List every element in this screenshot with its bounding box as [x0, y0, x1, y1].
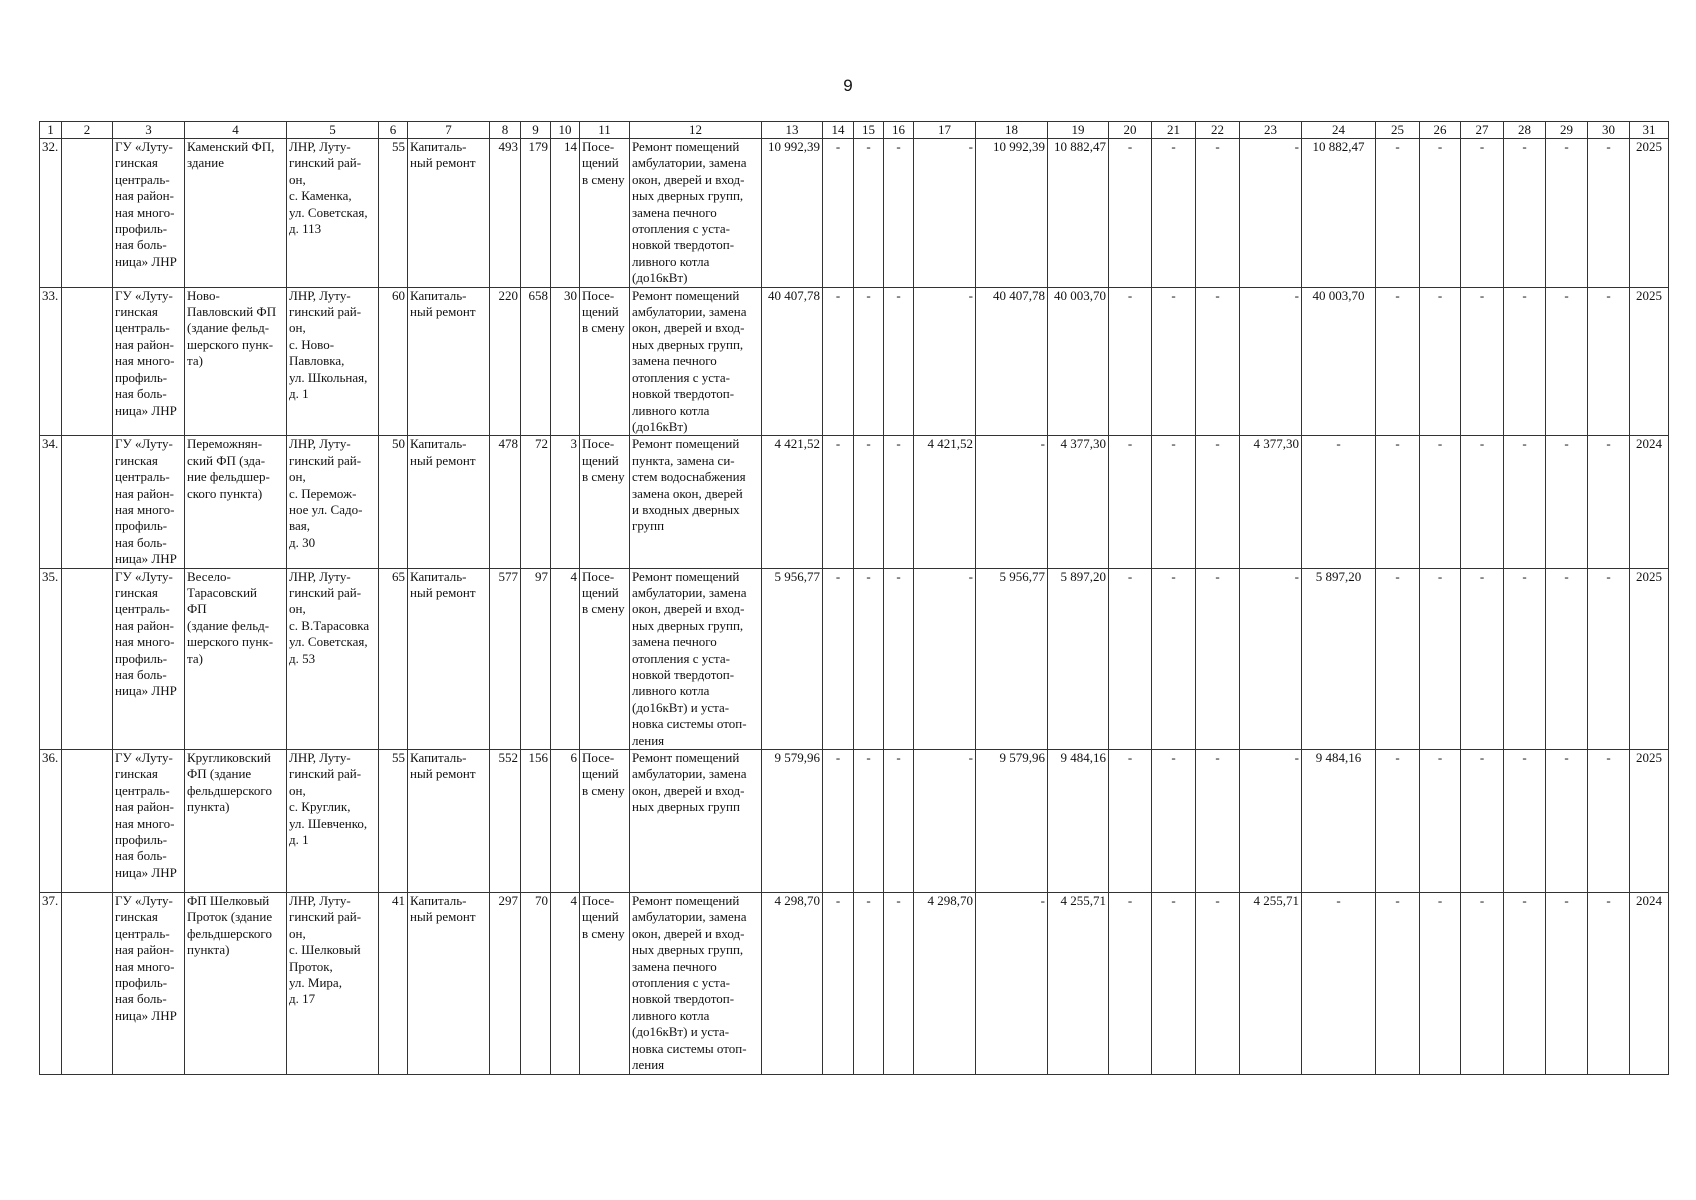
cell-col-12: Ремонт помещений амбулатории, замена окон, дверей и вход- ных дверных групп: [630, 750, 762, 893]
column-header-15: 15: [854, 122, 884, 139]
cell-col-24: 9 484,16: [1302, 750, 1376, 893]
cell-col-25: -: [1376, 568, 1420, 749]
cell-col-16: -: [884, 287, 914, 436]
cell-col-20: -: [1109, 287, 1152, 436]
column-header-13: 13: [762, 122, 823, 139]
investment-table: [39, 121, 1669, 1075]
table-row: [40, 750, 1669, 893]
cell-col-10: 3: [551, 436, 580, 568]
column-header-7: 7: [408, 122, 490, 139]
cell-col-24: 10 882,47: [1302, 139, 1376, 288]
column-header-11: 11: [580, 122, 630, 139]
cell-col-23: 4 377,30: [1240, 436, 1302, 568]
cell-col-5: ЛНР, Луту- гинский рай- он, с. В.Тарасовка ул. Советская, д. 53: [287, 568, 379, 749]
cell-col-14: -: [823, 139, 854, 288]
cell-col-17: -: [914, 568, 976, 749]
column-header-29: 29: [1546, 122, 1588, 139]
cell-col-4: Весело- Тарасовский ФП (здание фельд- шерского пунк- та): [185, 568, 287, 749]
column-header-4: 4: [185, 122, 287, 139]
cell-col-16: -: [884, 436, 914, 568]
cell-col-12: Ремонт помещений амбулатории, замена окон, дверей и вход- ных дверных групп, замена печного отопления с уста- новкой твердотоп- ливного котла (до16кВт): [630, 287, 762, 436]
column-header-5: 5: [287, 122, 379, 139]
cell-col-19: 4 377,30: [1048, 436, 1109, 568]
cell-col-28: -: [1504, 893, 1546, 1074]
table-row: [40, 893, 1669, 1074]
cell-col-3: ГУ «Луту- гинская централь- ная район- ная много- профиль- ная боль- ница» ЛНР: [113, 568, 185, 749]
cell-col-13: 5 956,77: [762, 568, 823, 749]
cell-col-13: 4 421,52: [762, 436, 823, 568]
cell-col-17: -: [914, 750, 976, 893]
cell-col-31: 2025: [1630, 750, 1669, 893]
cell-col-15: -: [854, 287, 884, 436]
column-header-17: 17: [914, 122, 976, 139]
cell-col-17: -: [914, 139, 976, 288]
cell-col-29: -: [1546, 893, 1588, 1074]
cell-col-26: -: [1420, 287, 1461, 436]
column-header-26: 26: [1420, 122, 1461, 139]
cell-col-9: 179: [521, 139, 551, 288]
cell-col-6: 50: [379, 436, 408, 568]
cell-col-28: -: [1504, 568, 1546, 749]
column-header-30: 30: [1588, 122, 1630, 139]
cell-col-21: -: [1152, 568, 1196, 749]
cell-col-23: -: [1240, 750, 1302, 893]
column-header-31: 31: [1630, 122, 1669, 139]
cell-col-25: -: [1376, 139, 1420, 288]
cell-col-12: Ремонт помещений пункта, замена си- стем водоснабжения замена окон, дверей и входных дверных групп: [630, 436, 762, 568]
cell-col-28: -: [1504, 750, 1546, 893]
cell-col-13: 10 992,39: [762, 139, 823, 288]
cell-col-26: -: [1420, 568, 1461, 749]
cell-col-2: [62, 287, 113, 436]
column-header-8: 8: [490, 122, 521, 139]
cell-col-15: -: [854, 139, 884, 288]
cell-col-10: 4: [551, 893, 580, 1074]
cell-col-31: 2025: [1630, 139, 1669, 288]
cell-col-19: 9 484,16: [1048, 750, 1109, 893]
cell-col-23: -: [1240, 139, 1302, 288]
cell-col-25: -: [1376, 750, 1420, 893]
table-row: [40, 436, 1669, 568]
cell-col-14: -: [823, 287, 854, 436]
cell-col-3: ГУ «Луту- гинская централь- ная район- ная много- профиль- ная боль- ница» ЛНР: [113, 139, 185, 288]
cell-col-5: ЛНР, Луту- гинский рай- он, с. Перемож- ное ул. Садо- вая, д. 30: [287, 436, 379, 568]
cell-col-25: -: [1376, 893, 1420, 1074]
cell-col-13: 40 407,78: [762, 287, 823, 436]
cell-col-29: -: [1546, 436, 1588, 568]
cell-col-6: 60: [379, 287, 408, 436]
cell-col-21: -: [1152, 436, 1196, 568]
cell-col-8: 478: [490, 436, 521, 568]
column-header-9: 9: [521, 122, 551, 139]
cell-col-8: 577: [490, 568, 521, 749]
cell-col-22: -: [1196, 139, 1240, 288]
cell-col-10: 6: [551, 750, 580, 893]
cell-col-21: -: [1152, 893, 1196, 1074]
column-header-23: 23: [1240, 122, 1302, 139]
column-header-25: 25: [1376, 122, 1420, 139]
cell-col-20: -: [1109, 139, 1152, 288]
cell-col-12: Ремонт помещений амбулатории, замена окон, дверей и вход- ных дверных групп, замена печного отопления с уста- новкой твердотоп- ливного котла (до16кВт): [630, 139, 762, 288]
table-row: [40, 568, 1669, 749]
cell-col-9: 658: [521, 287, 551, 436]
cell-col-3: ГУ «Луту- гинская централь- ная район- ная много- профиль- ная боль- ница» ЛНР: [113, 287, 185, 436]
cell-col-1: 37.: [40, 893, 62, 1074]
cell-col-15: -: [854, 893, 884, 1074]
cell-col-31: 2024: [1630, 436, 1669, 568]
cell-col-11: Посе- щений в смену: [580, 750, 630, 893]
cell-col-17: -: [914, 287, 976, 436]
cell-col-23: -: [1240, 287, 1302, 436]
column-header-28: 28: [1504, 122, 1546, 139]
cell-col-24: -: [1302, 436, 1376, 568]
cell-col-30: -: [1588, 287, 1630, 436]
cell-col-2: [62, 750, 113, 893]
cell-col-17: 4 421,52: [914, 436, 976, 568]
cell-col-14: -: [823, 568, 854, 749]
cell-col-31: 2024: [1630, 893, 1669, 1074]
cell-col-1: 32.: [40, 139, 62, 288]
cell-col-29: -: [1546, 568, 1588, 749]
cell-col-22: -: [1196, 893, 1240, 1074]
cell-col-27: -: [1461, 287, 1504, 436]
cell-col-23: -: [1240, 568, 1302, 749]
cell-col-31: 2025: [1630, 287, 1669, 436]
column-header-1: 1: [40, 122, 62, 139]
cell-col-24: -: [1302, 893, 1376, 1074]
cell-col-6: 55: [379, 139, 408, 288]
cell-col-21: -: [1152, 750, 1196, 893]
column-header-14: 14: [823, 122, 854, 139]
cell-col-16: -: [884, 893, 914, 1074]
column-header-24: 24: [1302, 122, 1376, 139]
cell-col-7: Капиталь- ный ремонт: [408, 893, 490, 1074]
cell-col-30: -: [1588, 568, 1630, 749]
cell-col-2: [62, 139, 113, 288]
cell-col-23: 4 255,71: [1240, 893, 1302, 1074]
cell-col-30: -: [1588, 893, 1630, 1074]
cell-col-9: 70: [521, 893, 551, 1074]
cell-col-14: -: [823, 750, 854, 893]
cell-col-7: Капиталь- ный ремонт: [408, 568, 490, 749]
cell-col-2: [62, 568, 113, 749]
column-header-21: 21: [1152, 122, 1196, 139]
cell-col-8: 220: [490, 287, 521, 436]
cell-col-16: -: [884, 750, 914, 893]
column-header-10: 10: [551, 122, 580, 139]
cell-col-18: -: [976, 893, 1048, 1074]
cell-col-18: 10 992,39: [976, 139, 1048, 288]
cell-col-18: 9 579,96: [976, 750, 1048, 893]
cell-col-6: 55: [379, 750, 408, 893]
cell-col-2: [62, 436, 113, 568]
cell-col-7: Капиталь- ный ремонт: [408, 436, 490, 568]
cell-col-19: 5 897,20: [1048, 568, 1109, 749]
cell-col-4: Ново- Павловский ФП (здание фельд- шерского пунк- та): [185, 287, 287, 436]
cell-col-11: Посе- щений в смену: [580, 139, 630, 288]
cell-col-29: -: [1546, 287, 1588, 436]
cell-col-5: ЛНР, Луту- гинский рай- он, с. Ново- Павловка, ул. Школьная, д. 1: [287, 287, 379, 436]
cell-col-7: Капиталь- ный ремонт: [408, 750, 490, 893]
cell-col-30: -: [1588, 436, 1630, 568]
cell-col-10: 4: [551, 568, 580, 749]
table-row: [40, 287, 1669, 436]
cell-col-7: Капиталь- ный ремонт: [408, 139, 490, 288]
column-header-6: 6: [379, 122, 408, 139]
cell-col-20: -: [1109, 893, 1152, 1074]
cell-col-6: 41: [379, 893, 408, 1074]
cell-col-8: 552: [490, 750, 521, 893]
cell-col-14: -: [823, 893, 854, 1074]
cell-col-11: Посе- щений в смену: [580, 287, 630, 436]
cell-col-5: ЛНР, Луту- гинский рай- он, с. Каменка, ул. Советская, д. 113: [287, 139, 379, 288]
cell-col-25: -: [1376, 436, 1420, 568]
cell-col-1: 35.: [40, 568, 62, 749]
cell-col-4: Кругликовский ФП (здание фельдшерского пункта): [185, 750, 287, 893]
cell-col-5: ЛНР, Луту- гинский рай- он, с. Круглик, ул. Шевченко, д. 1: [287, 750, 379, 893]
cell-col-27: -: [1461, 139, 1504, 288]
column-header-27: 27: [1461, 122, 1504, 139]
cell-col-28: -: [1504, 436, 1546, 568]
cell-col-20: -: [1109, 750, 1152, 893]
column-header-3: 3: [113, 122, 185, 139]
cell-col-29: -: [1546, 750, 1588, 893]
column-header-19: 19: [1048, 122, 1109, 139]
cell-col-15: -: [854, 750, 884, 893]
cell-col-7: Капиталь- ный ремонт: [408, 287, 490, 436]
cell-col-30: -: [1588, 750, 1630, 893]
cell-col-30: -: [1588, 139, 1630, 288]
cell-col-27: -: [1461, 750, 1504, 893]
cell-col-13: 9 579,96: [762, 750, 823, 893]
cell-col-12: Ремонт помещений амбулатории, замена окон, дверей и вход- ных дверных групп, замена печного отопления с уста- новкой твердотоп- ливного котла (до16кВт) и уста- новка системы отоп- ления: [630, 893, 762, 1074]
cell-col-24: 5 897,20: [1302, 568, 1376, 749]
cell-col-8: 493: [490, 139, 521, 288]
cell-col-12: Ремонт помещений амбулатории, замена окон, дверей и вход- ных дверных групп, замена печного отопления с уста- новкой твердотоп- ливного котла (до16кВт) и уста- новка системы отоп- ления: [630, 568, 762, 749]
cell-col-19: 10 882,47: [1048, 139, 1109, 288]
cell-col-28: -: [1504, 287, 1546, 436]
cell-col-11: Посе- щений в смену: [580, 568, 630, 749]
cell-col-19: 40 003,70: [1048, 287, 1109, 436]
table-body: [40, 139, 1669, 1075]
cell-col-11: Посе- щений в смену: [580, 893, 630, 1074]
cell-col-10: 30: [551, 287, 580, 436]
cell-col-10: 14: [551, 139, 580, 288]
cell-col-8: 297: [490, 893, 521, 1074]
cell-col-3: ГУ «Луту- гинская централь- ная район- ная много- профиль- ная боль- ница» ЛНР: [113, 750, 185, 893]
cell-col-22: -: [1196, 568, 1240, 749]
cell-col-19: 4 255,71: [1048, 893, 1109, 1074]
cell-col-3: ГУ «Луту- гинская централь- ная район- ная много- профиль- ная боль- ница» ЛНР: [113, 893, 185, 1074]
cell-col-6: 65: [379, 568, 408, 749]
cell-col-22: -: [1196, 436, 1240, 568]
column-header-18: 18: [976, 122, 1048, 139]
cell-col-3: ГУ «Луту- гинская централь- ная район- ная много- профиль- ная боль- ница» ЛНР: [113, 436, 185, 568]
cell-col-18: 5 956,77: [976, 568, 1048, 749]
cell-col-9: 72: [521, 436, 551, 568]
cell-col-25: -: [1376, 287, 1420, 436]
column-header-20: 20: [1109, 122, 1152, 139]
cell-col-4: Переможнян- ский ФП (зда- ние фельдшер- ского пункта): [185, 436, 287, 568]
cell-col-1: 34.: [40, 436, 62, 568]
cell-col-27: -: [1461, 436, 1504, 568]
cell-col-22: -: [1196, 287, 1240, 436]
cell-col-9: 156: [521, 750, 551, 893]
cell-col-20: -: [1109, 436, 1152, 568]
cell-col-28: -: [1504, 139, 1546, 288]
cell-col-18: -: [976, 436, 1048, 568]
cell-col-29: -: [1546, 139, 1588, 288]
cell-col-27: -: [1461, 568, 1504, 749]
cell-col-9: 97: [521, 568, 551, 749]
cell-col-11: Посе- щений в смену: [580, 436, 630, 568]
cell-col-5: ЛНР, Луту- гинский рай- он, с. Шелковый Проток, ул. Мира, д. 17: [287, 893, 379, 1074]
cell-col-27: -: [1461, 893, 1504, 1074]
cell-col-31: 2025: [1630, 568, 1669, 749]
cell-col-1: 36.: [40, 750, 62, 893]
cell-col-17: 4 298,70: [914, 893, 976, 1074]
cell-col-14: -: [823, 436, 854, 568]
cell-col-26: -: [1420, 750, 1461, 893]
cell-col-26: -: [1420, 893, 1461, 1074]
cell-col-13: 4 298,70: [762, 893, 823, 1074]
column-header-22: 22: [1196, 122, 1240, 139]
cell-col-21: -: [1152, 139, 1196, 288]
column-header-16: 16: [884, 122, 914, 139]
cell-col-24: 40 003,70: [1302, 287, 1376, 436]
cell-col-20: -: [1109, 568, 1152, 749]
cell-col-16: -: [884, 139, 914, 288]
column-header-12: 12: [630, 122, 762, 139]
cell-col-26: -: [1420, 139, 1461, 288]
cell-col-15: -: [854, 568, 884, 749]
page-number: 9: [843, 76, 853, 95]
column-number-row: [40, 122, 1669, 139]
cell-col-4: Каменский ФП, здание: [185, 139, 287, 288]
cell-col-2: [62, 893, 113, 1074]
cell-col-1: 33.: [40, 287, 62, 436]
cell-col-22: -: [1196, 750, 1240, 893]
cell-col-16: -: [884, 568, 914, 749]
cell-col-18: 40 407,78: [976, 287, 1048, 436]
cell-col-15: -: [854, 436, 884, 568]
cell-col-26: -: [1420, 436, 1461, 568]
cell-col-4: ФП Шелковый Проток (здание фельдшерского пункта): [185, 893, 287, 1074]
table-row: [40, 139, 1669, 288]
column-header-2: 2: [62, 122, 113, 139]
cell-col-21: -: [1152, 287, 1196, 436]
